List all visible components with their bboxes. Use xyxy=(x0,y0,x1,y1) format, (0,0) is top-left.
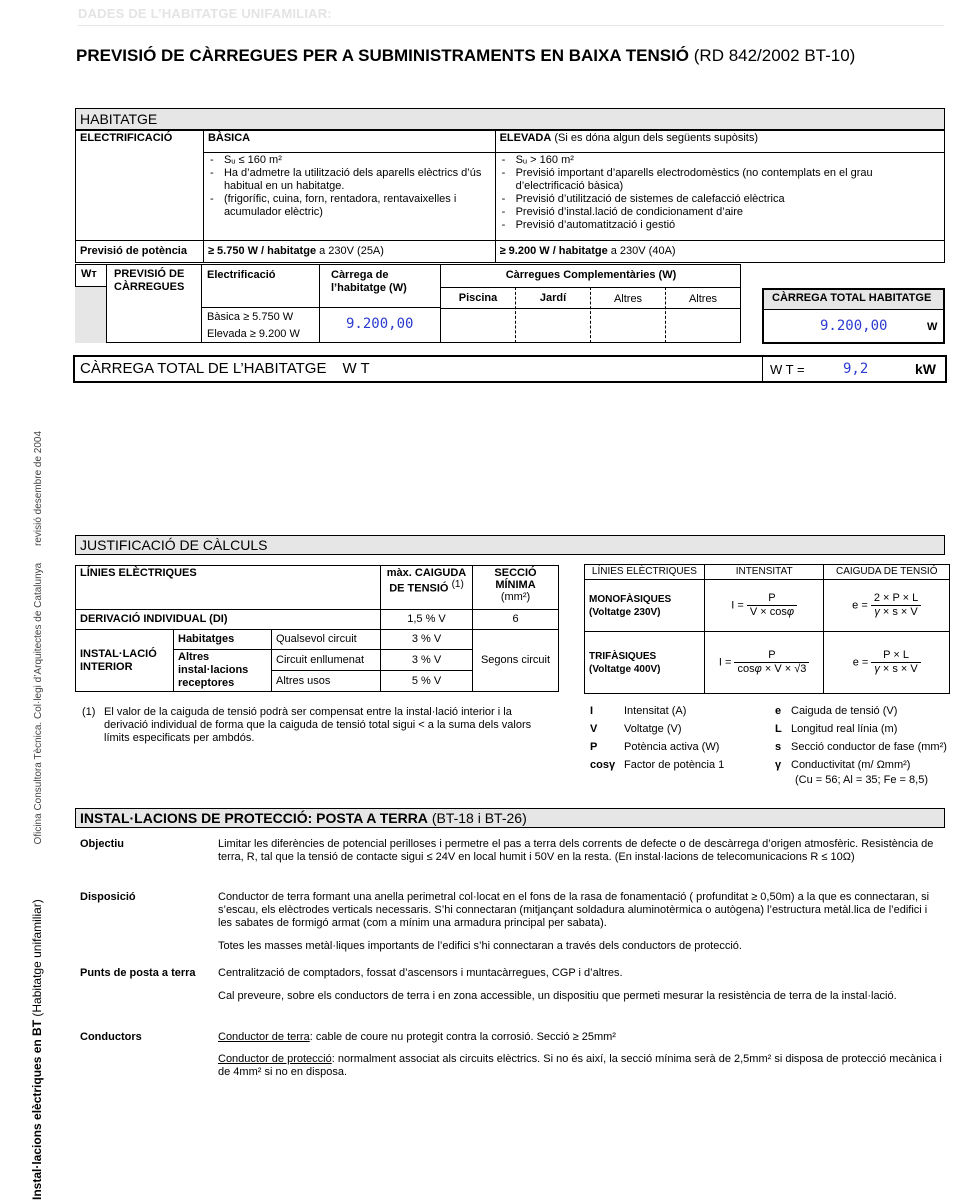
f-col-caiguda: CAIGUDA DE TENSIÓ xyxy=(824,565,950,580)
title-main: PREVISIÓ DE CÀRREGUES PER A SUBMINISTRAMENTS EN BAIXA TENSIÓ xyxy=(76,46,690,65)
fraction: $\frac{P}{\cos\varphi \times V \times √3}$ xyxy=(734,649,809,676)
enllumenat-circuit: Circuit enllumenat xyxy=(272,650,381,671)
total-line-symbol: W T xyxy=(342,360,370,377)
wt-shade xyxy=(75,287,107,343)
divider xyxy=(319,264,320,343)
basica-item: - Sᵤ ≤ 160 m² xyxy=(208,154,491,167)
page-title xyxy=(76,46,855,66)
legend-symbol: s xyxy=(775,741,782,753)
basica-item-note xyxy=(208,193,491,219)
elevada-item: - Previsió d’automatització i gestió xyxy=(500,219,940,232)
legend-right xyxy=(773,704,953,776)
habitatges-label: Habitatges xyxy=(174,630,272,650)
potencia-basica-bold: ≥ 5.750 W / habitatge xyxy=(207,245,317,257)
legend-text: Potència activa (W) xyxy=(624,741,720,753)
legend-symbol: e xyxy=(775,705,782,717)
basica-list-cell xyxy=(203,153,495,241)
electrificacio-label: ELECTRIFICACIÓ xyxy=(76,131,204,153)
row-label: Punts de posta a terra xyxy=(80,967,196,979)
footnote-text: El valor de la caiguda de tensió podrà ser compensat entre la instal·lació interior i la derivació individual de forma que la caiguda de tensió total sigui < a la suma dels valors límits especificats per ambdós. xyxy=(104,706,532,744)
col-electrificacio: Electrificació xyxy=(207,269,276,281)
conductor-terra xyxy=(218,1031,944,1044)
legend-text: Caiguda de tensió (V) xyxy=(791,705,898,717)
col-seccio xyxy=(473,566,559,610)
elevada-note: (Si es dóna algun dels següents supòsits) xyxy=(554,132,759,144)
row-text: Cal preveure, sobre els conductors de terra i en zona accessible, un dispositiu que permeti mesurar la resistència de terra de la instal·lació. xyxy=(218,990,897,1002)
legend-symbol: V xyxy=(590,723,598,735)
row-text: Conductor de terra formant una anella perimetral col·locat en el fons de la rasa de fonamentació ( profunditat ≥ 0,50m) a la que es connectaran, si s’escau, els elèctrodes verticals necessaris. S’hi connectaran (mitjançant soldadura aluminotèrmica o autògena) l’estructura metàl.lica de l’edifici i les sabates de formigó armat (com a mínim una armadura principal per sabata). xyxy=(218,891,930,929)
col-carrega xyxy=(331,269,431,295)
elevada-list xyxy=(500,154,940,232)
f-col-intensitat: INTENSITAT xyxy=(704,565,824,580)
row-label: Objectiu xyxy=(80,838,125,850)
justificacio-header: JUSTIFICACIÓ DE CÀLCULS xyxy=(75,535,945,555)
legend-text: Conductivitat (m/ Ωmm²) xyxy=(791,759,911,771)
di-label: DERIVACIÓ INDIVIDUAL (DI) xyxy=(76,610,381,630)
footnote xyxy=(82,706,542,745)
potencia-basica xyxy=(203,241,495,263)
mono-caiguda-formula: e = $\frac{2 \times P \times L}{\gamma \times s \times V}$ xyxy=(824,580,950,632)
carrega-value[interactable]: 9.200,00 xyxy=(346,316,414,332)
col-altres-1: Altres xyxy=(613,293,643,305)
elevada-heading xyxy=(495,131,944,153)
total-habitatge-value[interactable]: 9.200,00 xyxy=(820,318,888,334)
col-caiguda-text: màx. CAIGUDA DE TENSIÓ xyxy=(386,567,467,595)
elevada-item: - Previsió d’instal.lació de condicionament d’aire xyxy=(500,206,940,219)
total-habitatge-unit: W xyxy=(927,321,938,333)
interior-label: INSTAL·LACIÓ INTERIOR xyxy=(76,630,174,692)
elevada-item: - Previsió d’utilització de sistemes de calefacció elèctrica xyxy=(500,193,940,206)
wt-value[interactable]: 9,2 xyxy=(843,361,869,377)
col-complementaries: Càrregues Complementàries (W) xyxy=(505,269,677,281)
side-org: Oficina Consultora Tècnica. Col·legi d’Arquitectes de Catalunya xyxy=(33,562,44,845)
side-rev: revisió desembre de 2004 xyxy=(33,430,44,547)
legend-symbol: L xyxy=(775,723,782,735)
wt-equals: W T = xyxy=(770,362,805,377)
col-carrega-text: Càrrega de l’habitatge (W) xyxy=(331,269,407,294)
legend-text: Factor de potència 1 xyxy=(624,759,725,771)
wt-label: Wᴛ xyxy=(75,264,107,287)
side-title-rest: (Habitatge unifamiliar) xyxy=(30,899,44,1020)
side-footer xyxy=(30,431,44,1200)
di-caiguda: 1,5 % V xyxy=(381,610,473,630)
potencia-elevada xyxy=(495,241,944,263)
fraction: $\frac{P}{V \times \cos\varphi}$ xyxy=(747,592,797,619)
col-seccio-text: SECCIÓ MÍNIMA xyxy=(494,567,537,591)
f-col-linies: LÍNIES ELÈCTRIQUES xyxy=(585,565,705,580)
mono-intensitat-formula: I = $\frac{P}{V \times \cos\varphi}$ xyxy=(704,580,824,632)
col-linies: LÍNIES ELÈCTRIQUES xyxy=(76,566,381,610)
elevada-list-cell xyxy=(495,153,944,241)
row-text: Centralització de comptadors, fossat d’ascensors i muntacàrregues, CGP i d’altres. xyxy=(218,967,623,979)
divider xyxy=(762,357,763,381)
legend-symbol: I xyxy=(590,705,594,717)
divider xyxy=(319,307,441,308)
altres-receptores: Altres instal·lacions receptores xyxy=(174,650,272,692)
elevada-item: - Sᵤ > 160 m² xyxy=(500,154,940,167)
tri-caiguda-formula: e = $\frac{P \times L}{\gamma \times s \times V}$ xyxy=(824,632,950,694)
enllumenat-value: 3 % V xyxy=(381,650,473,671)
basica-item-note-text: (frigorífic, cuina, forn, rentadora, rentavaixelles i acumulador elèctric) xyxy=(223,193,457,218)
col-caiguda-sup: (1) xyxy=(451,579,464,590)
potencia-label: Previsió de potència xyxy=(76,241,204,263)
row-basica: Bàsica ≥ 5.750 W xyxy=(207,311,294,323)
section-header-faint: DADES DE L’HABITATGE UNIFAMILIAR: xyxy=(78,6,944,26)
tri-intensitat-formula: I = $\frac{P}{\cos\varphi \times V \times √3}$ xyxy=(704,632,824,694)
proteccio-ref: (BT-18 i BT-26) xyxy=(431,810,527,826)
potencia-basica-rest: a 230V (25A) xyxy=(316,245,384,257)
caiguda-table xyxy=(75,565,559,692)
legend-symbol: γ xyxy=(775,759,782,771)
conductor-terra-label: Conductor de terra xyxy=(218,1031,310,1043)
formula-table xyxy=(584,564,950,694)
tri-text: TRIFÀSIQUES xyxy=(589,650,657,662)
electrificacio-empty xyxy=(76,153,204,241)
total-habitatge-header: CÀRREGA TOTAL HABITATGE xyxy=(764,290,943,310)
footnote-num: (1) xyxy=(82,706,96,718)
legend-text: Secció conductor de fase (mm²) xyxy=(791,741,947,753)
conductor-proteccio-label: Conductor de protecció xyxy=(218,1053,332,1065)
fraction: $\frac{P \times L}{\gamma \times s \times V}$ xyxy=(871,649,920,676)
previsio-label: PREVISIÓ DE CÀRREGUES xyxy=(114,268,185,293)
col-altres-2: Altres xyxy=(688,293,718,305)
divider xyxy=(201,264,202,343)
di-seccio: 6 xyxy=(473,610,559,630)
conductor-terra-text: : cable de coure nu protegit contra la corrosió. Secció ≥ 25mm² xyxy=(309,1031,616,1043)
row-label: Disposició xyxy=(80,891,136,903)
legend-symbol: P xyxy=(590,741,598,753)
conductors-label: Conductors xyxy=(80,1031,142,1043)
tri-label xyxy=(585,632,705,694)
legend-text: Intensitat (A) xyxy=(624,705,687,717)
elevada-label: ELEVADA xyxy=(499,132,552,144)
conductor-proteccio xyxy=(218,1053,944,1079)
segons-circuit: Segons circuit xyxy=(473,630,559,692)
total-line-text: CÀRREGA TOTAL DE L’HABITATGE xyxy=(80,360,327,377)
basica-list xyxy=(208,154,491,219)
row-text: Totes les masses metàl·liques importants de l’edifici s’hi connectaran a través dels conductors de protecció. xyxy=(218,940,742,952)
potencia-elevada-rest: a 230V (40A) xyxy=(607,245,676,257)
legend-symbol: cosγ xyxy=(590,759,616,771)
basica-item: - Ha d’admetre la utilització dels aparells elèctrics d’ús habitual en un habitatge. xyxy=(208,167,491,193)
altres-usos-value: 5 % V xyxy=(381,671,473,692)
basica-label: BÀSICA xyxy=(203,131,495,153)
proteccio-header xyxy=(75,808,945,828)
altres-usos: Altres usos xyxy=(272,671,381,692)
legend-text: Voltatge (V) xyxy=(624,723,682,735)
mono-label xyxy=(585,580,705,632)
side-title-bold: Instal·lacions elèctriques en BT xyxy=(30,1019,44,1200)
total-line-label xyxy=(80,360,370,377)
mono-voltage: (Voltatge 230V) xyxy=(589,606,661,618)
row-text: Limitar les diferències de potencial perilloses i permetre el pas a terra dels corrents de defecte o de descàrrega d’origen atmosfèric. Resistència de terra, R, tal que la tensió de contacte sigui ≤ 24V en local humit i 50V en la resta. (En instal·lacions de telecomunicacions R ≤ 10Ω) xyxy=(218,838,934,863)
mono-text: MONOFÀSIQUES xyxy=(589,593,672,605)
qualsevol-circuit: Qualsevol circuit xyxy=(272,630,381,650)
wt-unit: kW xyxy=(915,361,936,377)
side-title xyxy=(30,899,44,1200)
legend-text: Longitud real línia (m) xyxy=(791,723,898,735)
tri-voltage: (Voltatge 400V) xyxy=(589,663,661,675)
fraction: $\frac{2 \times P \times L}{\gamma \times s \times V}$ xyxy=(871,592,921,619)
proteccio-title: INSTAL·LACIONS DE PROTECCIÓ: POSTA A TERRA xyxy=(80,810,428,826)
row-elevada: Elevada ≥ 9.200 W xyxy=(207,328,300,340)
col-jardi: Jardí xyxy=(539,292,567,304)
conductor-proteccio-text: : normalment associat als circuits elèctrics. Si no és així, la secció mínima serà de 2,5mm² si disposa de protecció mecànica i de 4mm² si no en disposa. xyxy=(218,1053,942,1078)
qualsevol-value: 3 % V xyxy=(381,630,473,650)
legend-left xyxy=(588,704,758,776)
col-piscina: Piscina xyxy=(458,292,498,304)
habitatge-header: HABITATGE xyxy=(75,108,945,130)
conductivitat-values: (Cu = 56; Al = 35; Fe = 8,5) xyxy=(795,774,928,786)
potencia-elevada-bold: ≥ 9.200 W / habitatge xyxy=(499,245,608,257)
col-seccio-unit: (mm²) xyxy=(500,591,531,603)
electrificacio-table xyxy=(75,130,945,263)
elevada-item: - Previsió important d’aparells electrodomèstics (no contemplats en el grau d’electrificació bàsica) xyxy=(500,167,940,193)
col-caiguda xyxy=(381,566,473,610)
divider xyxy=(201,307,319,308)
title-ref: (RD 842/2002 BT-10) xyxy=(693,46,856,65)
